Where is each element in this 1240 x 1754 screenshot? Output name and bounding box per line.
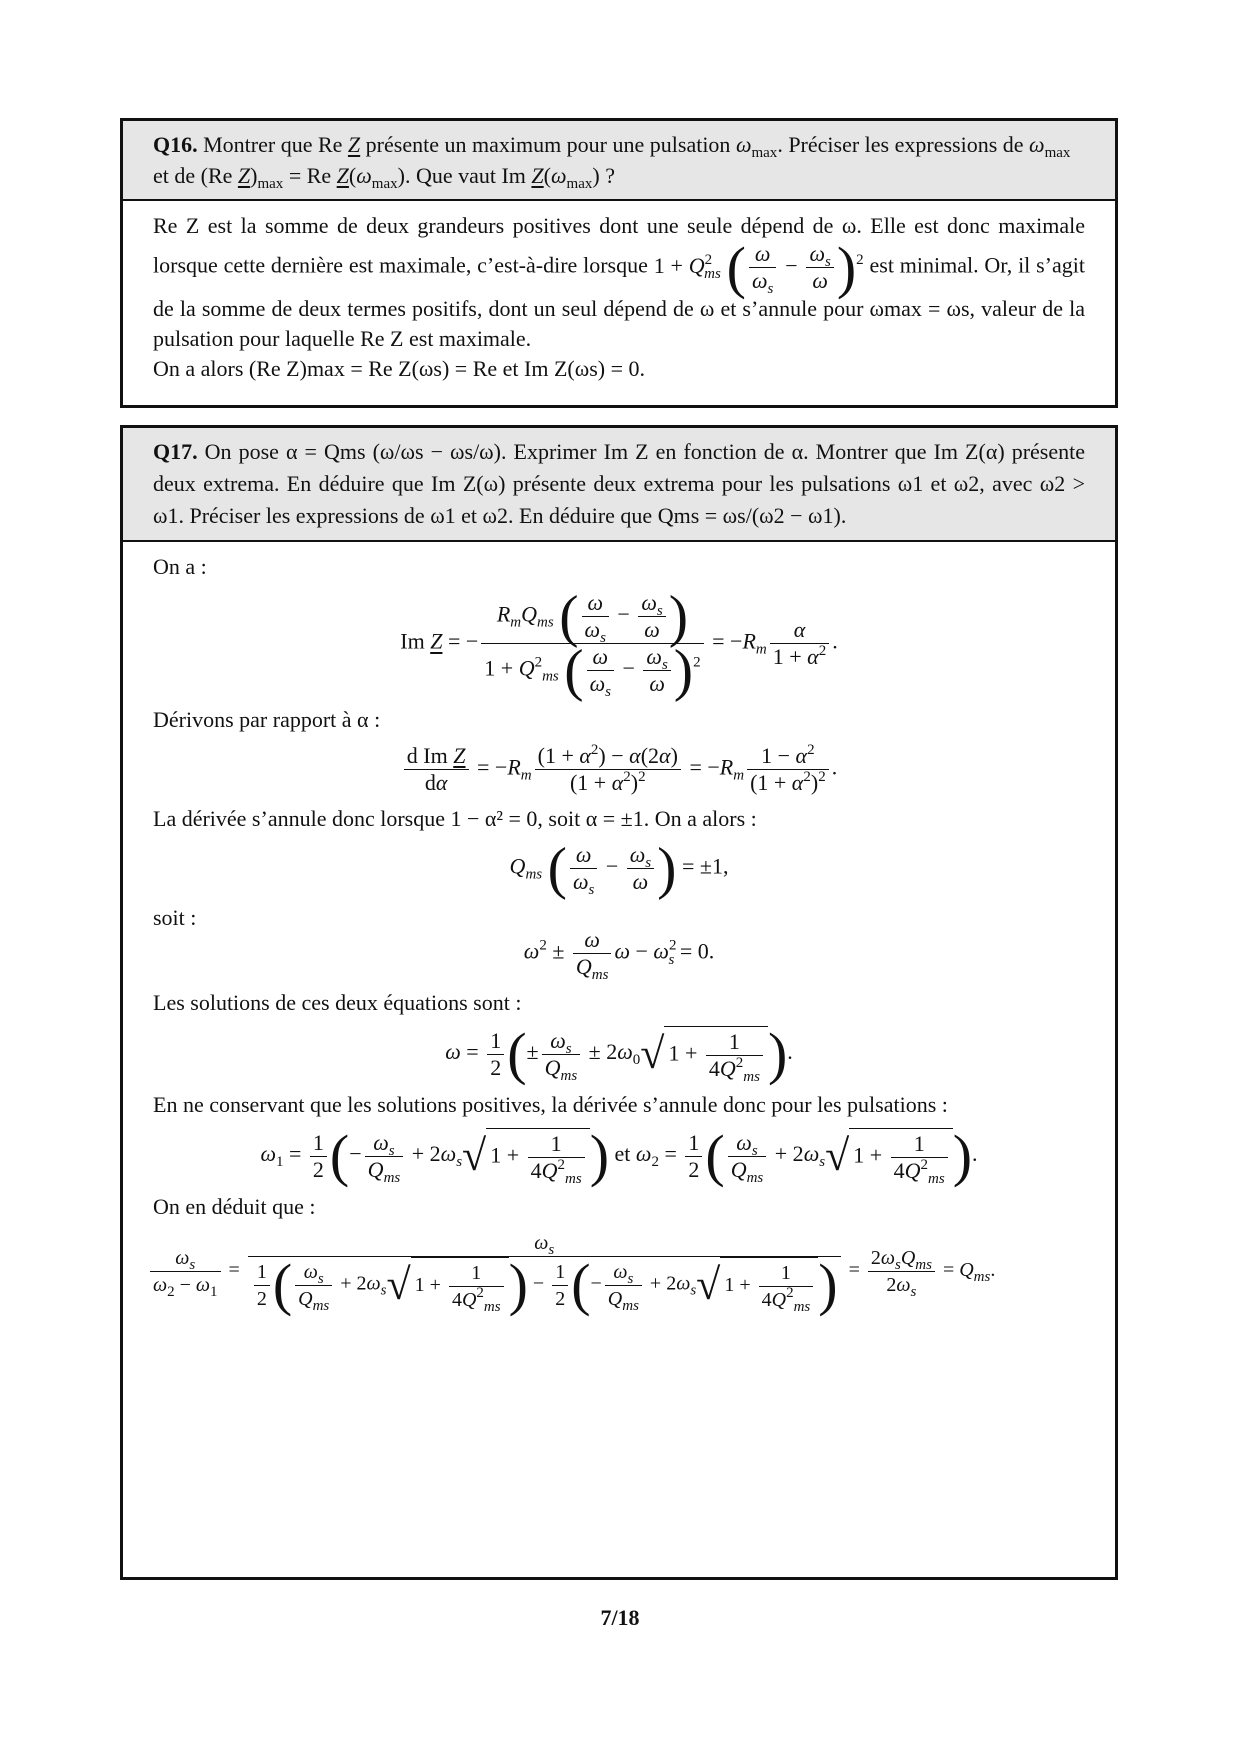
q17-label: Q17. (153, 439, 198, 464)
eq-alpha-pm1: $Q_{ms}$ ( $\frac{\omega}{\omega_s}$ − $\frac{\omega_s}{\omega}$ ) = ±1, (509, 835, 729, 901)
q16-answer-conclusion: On a alors (Re Z)max = Re Z(ωs) = Re et Im Z(ωs) = 0. (153, 356, 646, 381)
q16-formula: $1 + Q^2_{ms}$ ( $\frac{\omega}{\omega_s}$ − $\frac{\omega_s}{\omega}$ )$^2$ (653, 234, 864, 300)
q16-answer-text: Re Z est la somme de deux grandeurs positives dont une seule dépend de ω. Elle est donc maximale lorsque cette dernière est maximale, c’est-à-dire lorsque (153, 213, 1085, 278)
eq-qms: $\frac{\omega_s}{\omega_2 - \omega_1}$ = $\omega_s$ $\frac{1}{2}$ ( $\frac{\omega_s}{Q_{ms}}$ + $2\omega_s√$ 1 + $\frac{1}{4Q^2_{ms}}$ ) − $\frac{1}{2}$ (− $\frac{\omega_s}{Q_{ms}}$ + $2\omega_s√$ 1 + $\frac{1}{4Q^2_{ms}}$ ) = $\frac{2\omega_sQ_{ms}}{2\omega_s}$ = $Q_{ms}$. (147, 1230, 1085, 1313)
q16-answer (123, 201, 1115, 394)
text-deduit: On en déduit que : (153, 1194, 316, 1219)
text-et: et (614, 1141, 631, 1167)
eq-solutions: ω = $\frac{1}{2}$ (± $\frac{\omega_s}{Q_{ms}}$ ± $2\omega_0√$ 1 + $\frac{1}{4Q^2_{ms}}$ ). (445, 1021, 793, 1086)
eq-omega12: $\omega_1$ = $\frac{1}{2}$ (− $\frac{\omega_s}{Q_{ms}}$ + $2\omega_s√$ 1 + $\frac{1}{4Q^2_{ms}}$ ) et $\omega_2$ = $\frac{1}{2}$ ( $\frac{\omega_s}{Q_{ms}}$ + $2\omega_s√$ 1 + $\frac{1}{4Q^2_{ms}}$ ). (260, 1123, 978, 1188)
q17-question (123, 428, 1115, 542)
text-soit: soit : (153, 905, 197, 930)
eq-quadratic: $\omega^2$ ± $\frac{\omega}{Q_{ms}}$ $\omega - \omega^2_s = 0$. (523, 927, 715, 983)
text-on-a: On a : (153, 554, 207, 579)
q16-question-text: Montrer que Re Z présente un maximum pour une pulsation $\omega_{max}$. Préciser les expressions de $\omega_{max}$ et de (Re $Z)_{max} = Re$ $Z(\omega_{max})$. Que vaut Im $Z(\omega_{max})$ ? (153, 132, 1071, 192)
page-number: 7/18 (600, 1605, 640, 1630)
q17-box (120, 425, 1118, 1580)
q16-answer-text-2: est minimal. Or, il s’agit de la somme de deux termes positifs, dont un seul dépend de ω et s’annule pour ωmax = ωs, valeur de la pulsation pour laquelle Re Z est maximale. (153, 252, 1085, 351)
text-derivons: Dérivons par rapport à α : (153, 707, 381, 732)
q16-question (123, 121, 1115, 201)
q16-label: Q16. (153, 132, 198, 157)
eq-im-z: Im Z = − $R_mQ_{ms}$ ( $\frac{\omega}{\omega_s}$ − $\frac{\omega_s}{\omega}$ ) $1 + Q^2_{ms}$ ( $\frac{\omega}{\omega_s}$ − $\frac{\omega_s}{\omega}$ )$^2$ = $-R_m$ $\frac{\alpha}{1 + \alpha^2}$ . (400, 583, 838, 703)
q16-box (120, 118, 1118, 408)
text-solutions: Les solutions de ces deux équations sont : (153, 990, 522, 1015)
q17-answer (123, 542, 1115, 1331)
q17-question-text: On pose α = Qms (ω/ωs − ωs/ω). Exprimer Im Z en fonction de α. Montrer que Im Z(α) présente deux extrema. En déduire que Im Z(ω) présente deux extrema pour les pulsations ω1 et ω2, avec ω2 > ω1. Préciser les expressions de ω1 et ω2. En déduire que Qms = ωs/(ω2 − ω1). (153, 439, 1086, 528)
text-positives: En ne conservant que les solutions positives, la dérivée s’annule donc pour les pulsations : (153, 1092, 948, 1117)
text-derivee: La dérivée s’annule donc lorsque 1 − α² = 0, soit α = ±1. On a alors : (153, 806, 757, 831)
eq-derivative: $\frac{\text{d Im Z}}{d\alpha}$ = $-R_m$ $\frac{(1 + \alpha^2) - \alpha(2\alpha)}{(1 + \alpha^2)^2}$ = $-R_m$ $\frac{1 - \alpha^2}{(1 + \alpha^2)^2}$ . (153, 743, 1085, 796)
